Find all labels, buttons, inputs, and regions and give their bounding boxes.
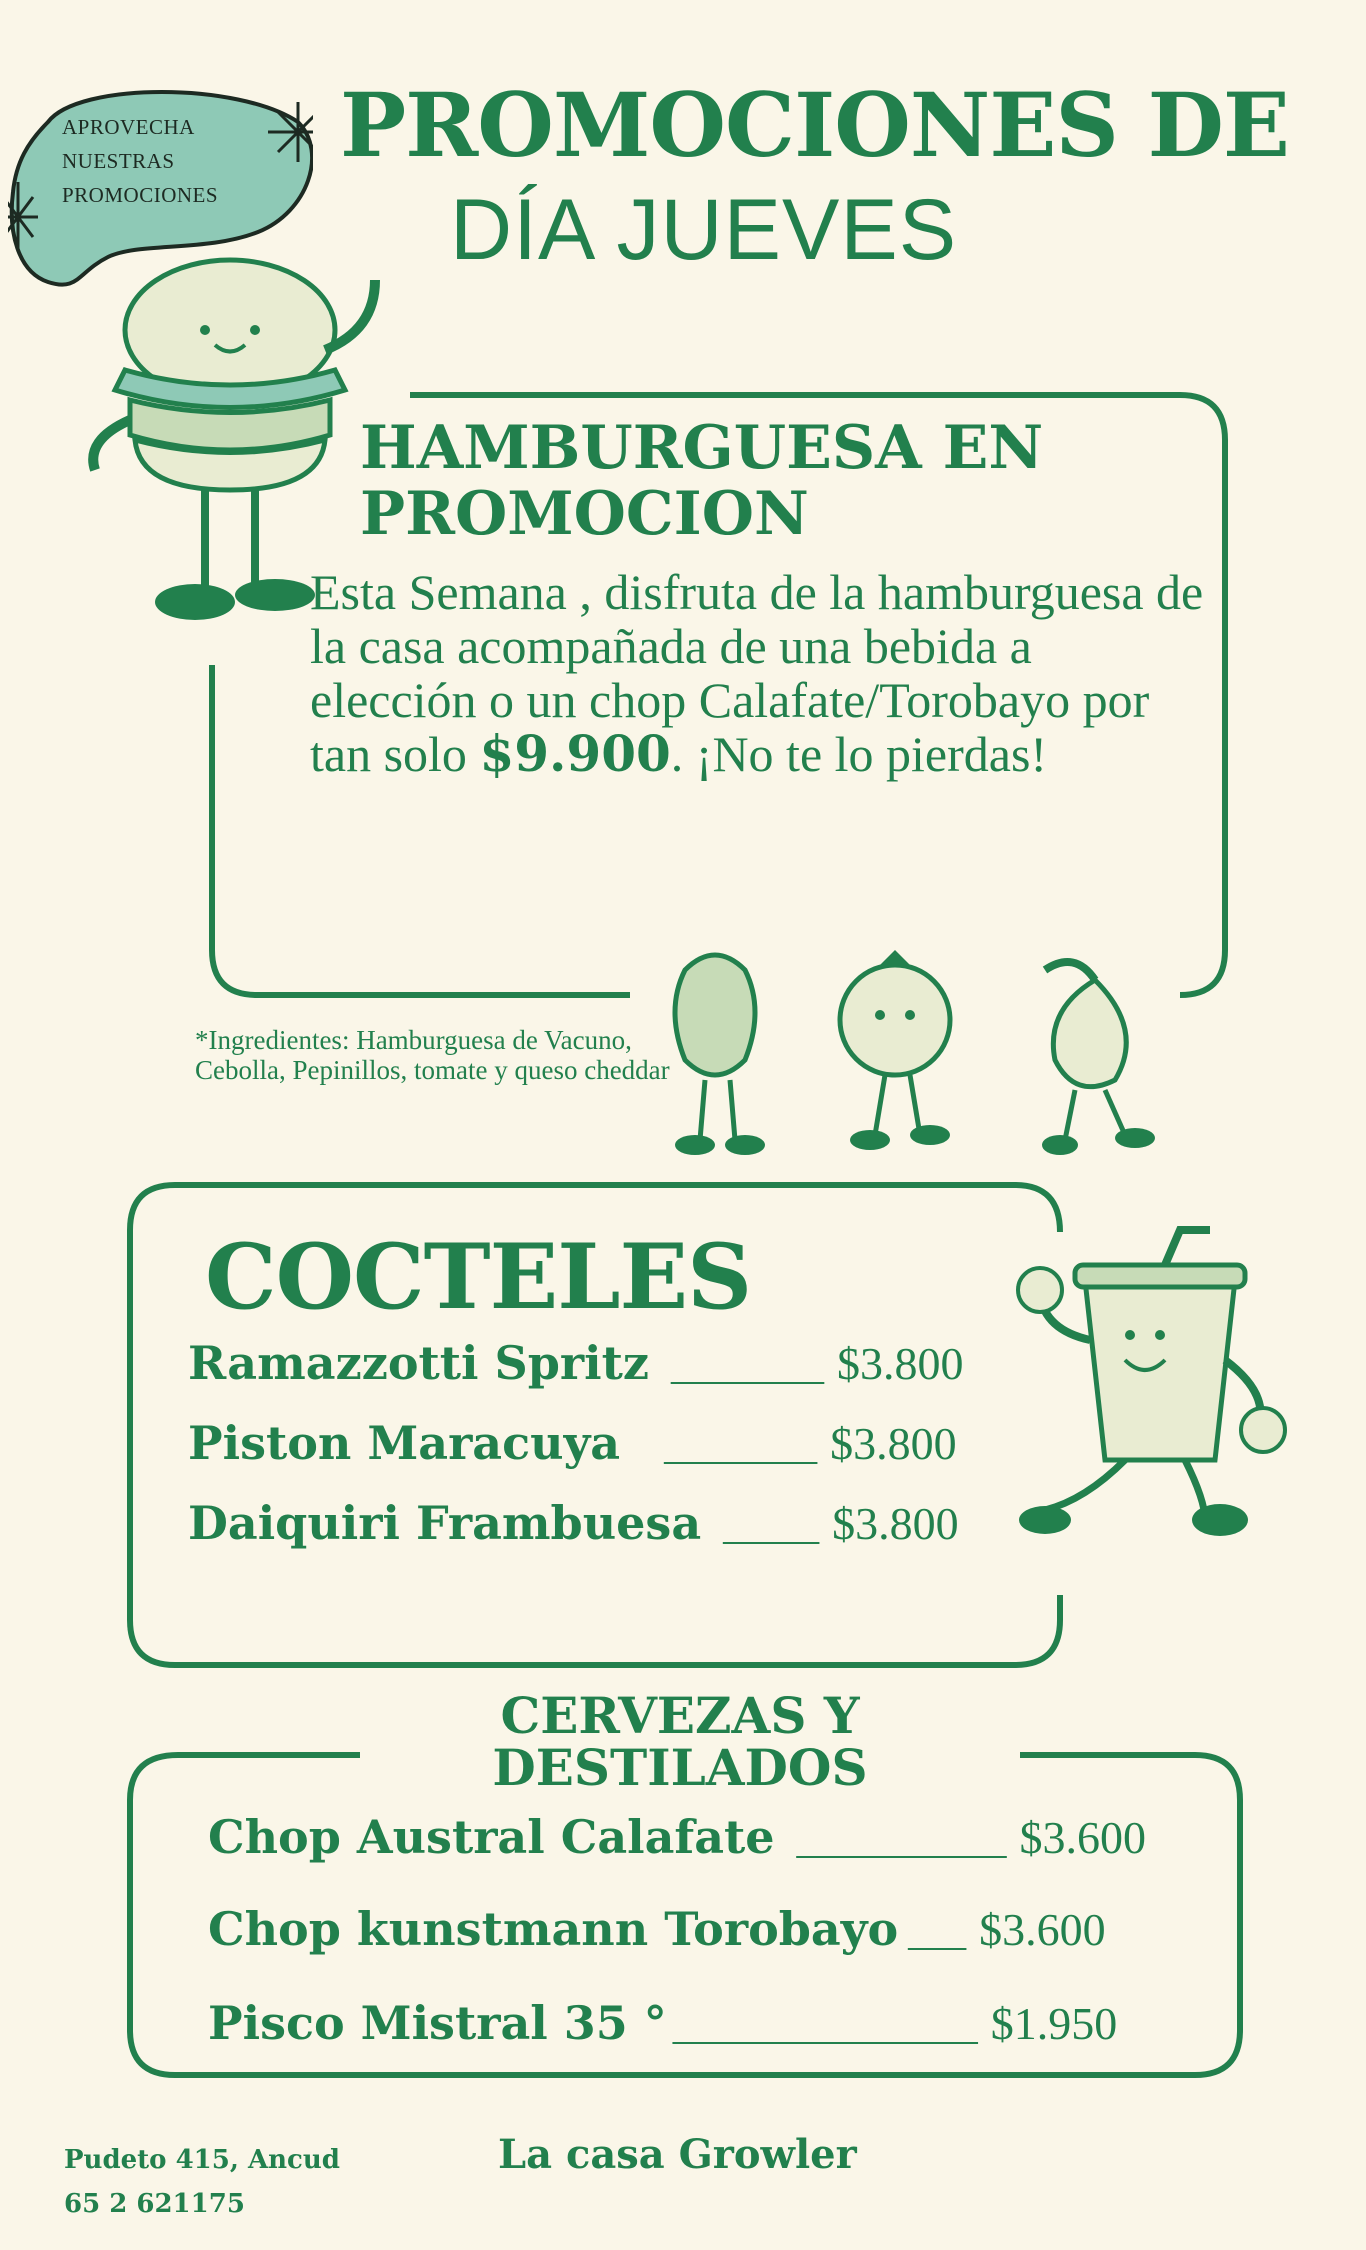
cocktail-price: $3.800 (832, 1498, 959, 1549)
burger-desc-text: Esta Semana , disfruta de la hamburguesa de la casa acompañada de una bebida a elección o un chop Calafate/Torobayo por tan solo (310, 564, 1204, 782)
cocktail-leader: _____ (723, 1503, 819, 1548)
beer-leader: ___________ (796, 1817, 1006, 1862)
cup-mascot-icon (1005, 1220, 1305, 1560)
cocktail-price: $3.800 (836, 1338, 964, 1389)
page-title: PROMOCIONES DE (340, 73, 1289, 177)
burger-desc-end: . ¡No te lo pierdas! (670, 726, 1048, 782)
tomato-icon (840, 950, 950, 1150)
burger-promo-description (310, 565, 1210, 781)
beer-name: Chop Austral Calafate (208, 1810, 775, 1864)
badge-line-1: APROVECHA (62, 115, 195, 139)
burger-heading-line-1: HAMBURGUESA EN (360, 413, 1044, 483)
vegetable-mascots-icon (655, 940, 1175, 1160)
cocktail-row (188, 1336, 963, 1390)
ingredients-note: *Ingredientes: Hamburguesa de Vacuno, Cebolla, Pepinillos, tomate y queso cheddar (195, 1025, 670, 1085)
cocktail-name: Daiquiri Frambuesa (188, 1496, 702, 1550)
beer-price: $1.950 (990, 1998, 1118, 2049)
cervezas-heading-line-1: CERVEZAS Y (500, 1686, 860, 1745)
beer-price: $3.600 (1019, 1812, 1147, 1863)
cocktail-row (188, 1416, 957, 1470)
cocktail-leader: ________ (664, 1423, 817, 1468)
cocktail-price: $3.800 (830, 1418, 957, 1469)
badge-text (62, 110, 218, 212)
beer-price: $3.600 (979, 1904, 1106, 1955)
cocktail-name: Ramazzotti Spritz (188, 1336, 649, 1390)
beer-row (208, 1810, 1146, 1864)
address-line: Pudeto 415, Ancud (64, 2145, 340, 2175)
cocktail-leader: ________ (670, 1343, 823, 1388)
burger-heading-line-2: PROMOCION (360, 479, 809, 549)
burger-promo-heading (360, 415, 1043, 547)
cocteles-heading: COCTELES (205, 1224, 752, 1330)
cervezas-heading-line-2: DESTILADOS (492, 1738, 868, 1797)
beer-name: Pisco Mistral 35 ° (208, 1996, 667, 2050)
onion-icon (1042, 962, 1155, 1155)
cocktail-row (188, 1496, 959, 1550)
page-subtitle: DÍA JUEVES (450, 182, 958, 278)
badge-line-2: NUESTRAS (62, 149, 175, 173)
burger-price: $9.900 (479, 724, 671, 783)
badge-line-3: PROMOCIONES (62, 183, 219, 207)
beer-row (208, 1996, 1117, 2050)
brand-name: La casa Growler (498, 2131, 857, 2178)
lettuce-icon (675, 955, 765, 1155)
beer-leader: ________________ (672, 2003, 977, 2048)
beer-leader: ___ (908, 1909, 966, 1954)
cocktail-name: Piston Maracuya (188, 1416, 621, 1470)
beer-name: Chop kunstmann Torobayo (208, 1902, 899, 1956)
cervezas-heading (480, 1686, 880, 1797)
beer-row (208, 1902, 1106, 1956)
address (64, 2138, 340, 2226)
phone-number: 65 2 621175 (64, 2189, 245, 2219)
